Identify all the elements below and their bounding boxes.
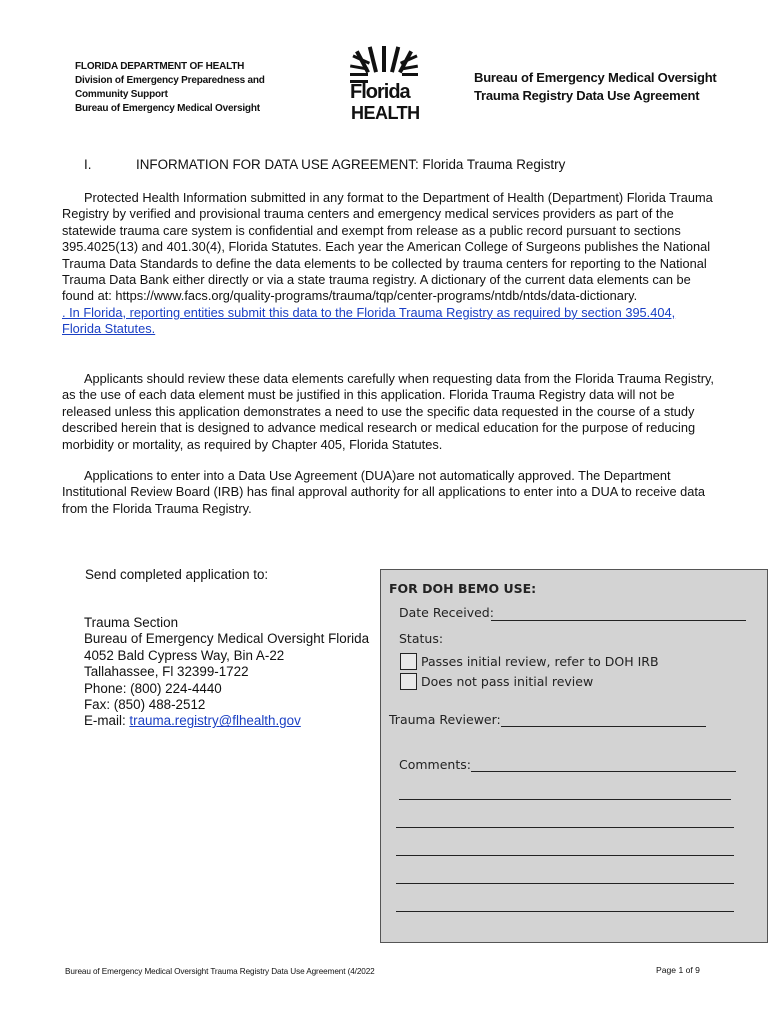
email-line: [84, 713, 369, 729]
office-use-title: FOR DOH BEMO USE:: [389, 581, 537, 596]
send-heading: Send completed application to:: [85, 567, 269, 582]
fails-review-checkbox[interactable]: [400, 673, 417, 690]
paragraph-phi-text: Protected Health Information submitted in any format to the Department of Health (Department) Florida Trauma Registry by verified and provisional trauma centers and emergency medical services providers as part of the statewide trauma care system is confidential and exempt from release as a public record pursuant to sections 395.4025(13) and 401.30(4), Florida Statutes. Each year the American College of Surgeons publishes the National Trauma Data Standards to define the data elements to be collected by trauma centers for reporting to the National Trauma Data Bank either directly or via a state trauma registry. A dictionary of the current data elements can be found at: https://www.facs.org/quality-programs/trauma/tqp/center-programs/ntdb/ntds/data-dictionary.: [62, 190, 713, 304]
document-title-line-2: Trauma Registry Data Use Agreement: [474, 88, 700, 103]
comments-field-line-6[interactable]: [396, 911, 734, 912]
trauma-reviewer-field[interactable]: [501, 726, 706, 727]
address-line-3: 4052 Bald Cypress Way, Bin A-22: [84, 647, 285, 663]
paragraph-approval-text: Applications to enter into a Data Use Agreement (DUA)are not automatically approved. The Department Institutional Review Board (IRB) has final approval authority for all applications to enter into a DUA to receive data from the Florida Trauma Registry.: [62, 468, 706, 516]
comments-field-line-4[interactable]: [396, 855, 734, 856]
section-title: INFORMATION FOR DATA USE AGREEMENT: Florida Trauma Registry: [136, 157, 566, 172]
status-label: Status:: [399, 631, 444, 646]
org-line-4: Bureau of Emergency Medical Oversight: [75, 103, 260, 114]
trauma-reviewer-label: Trauma Reviewer:: [389, 712, 501, 727]
document-title-line-1: Bureau of Emergency Medical Oversight: [474, 70, 717, 85]
passes-review-label: Passes initial review, refer to DOH IRB: [421, 654, 659, 669]
footer-document-name: Bureau of Emergency Medical Oversight Trauma Registry Data Use Agreement (4/2022: [65, 967, 375, 976]
org-line-2: Division of Emergency Preparedness and: [75, 75, 265, 86]
email-link[interactable]: trauma.registry@flhealth.gov: [129, 713, 301, 729]
comments-field-line-3[interactable]: [396, 827, 734, 828]
comments-field-line-2[interactable]: [399, 799, 731, 800]
paragraph-phi: [62, 190, 717, 338]
logo-word-florida: Florida: [350, 81, 410, 103]
phone-line: Phone: (800) 224-4440: [84, 680, 222, 696]
date-received-field[interactable]: [491, 620, 746, 621]
address-line-4: Tallahassee, Fl 32399-1722: [84, 664, 249, 680]
org-line-3: Community Support: [75, 89, 168, 100]
footer-page-number: Page 1 of 9: [656, 965, 700, 975]
address-line-2: Bureau of Emergency Medical Oversight Florida: [84, 631, 370, 647]
fails-review-label: Does not pass initial review: [421, 674, 594, 689]
statute-link[interactable]: . In Florida, reporting entities submit this data to the Florida Trauma Registry as required by section 395.404, Florida Statutes.: [62, 304, 676, 337]
date-received-label: Date Received:: [399, 605, 494, 620]
comments-label: Comments:: [399, 757, 471, 772]
paragraph-review-text: Applicants should review these data elements carefully when requesting data from the Florida Trauma Registry, as the use of each data element must be justified in this application. Florida Trauma Registry data will not be released unless this application demonstrates a need to use the specific data requested in the course of a study described herein that is designed to advance medical research or medical education for the purpose of reducing morbidity or mortality, as required by Chapter 405, Florida Statutes.: [62, 371, 714, 452]
office-use-box: [380, 569, 768, 943]
email-label: E-mail:: [84, 713, 130, 729]
address-line-1: Trauma Section: [84, 615, 179, 630]
comments-field-line-1[interactable]: [471, 771, 736, 772]
org-header: [75, 60, 265, 116]
document-title: [474, 69, 717, 105]
section-heading: [62, 157, 565, 172]
comments-field-line-5[interactable]: [396, 883, 734, 884]
florida-health-logo: [348, 46, 420, 124]
fax-line: Fax: (850) 488-2512: [84, 697, 206, 713]
mailing-address: [84, 615, 369, 730]
section-number: I.: [84, 157, 92, 172]
paragraph-review: [62, 371, 717, 453]
org-line-1: FLORIDA DEPARTMENT OF HEALTH: [75, 61, 245, 72]
passes-review-checkbox[interactable]: [400, 653, 417, 670]
logo-word-health: HEALTH: [351, 103, 420, 123]
paragraph-approval: [62, 468, 717, 517]
